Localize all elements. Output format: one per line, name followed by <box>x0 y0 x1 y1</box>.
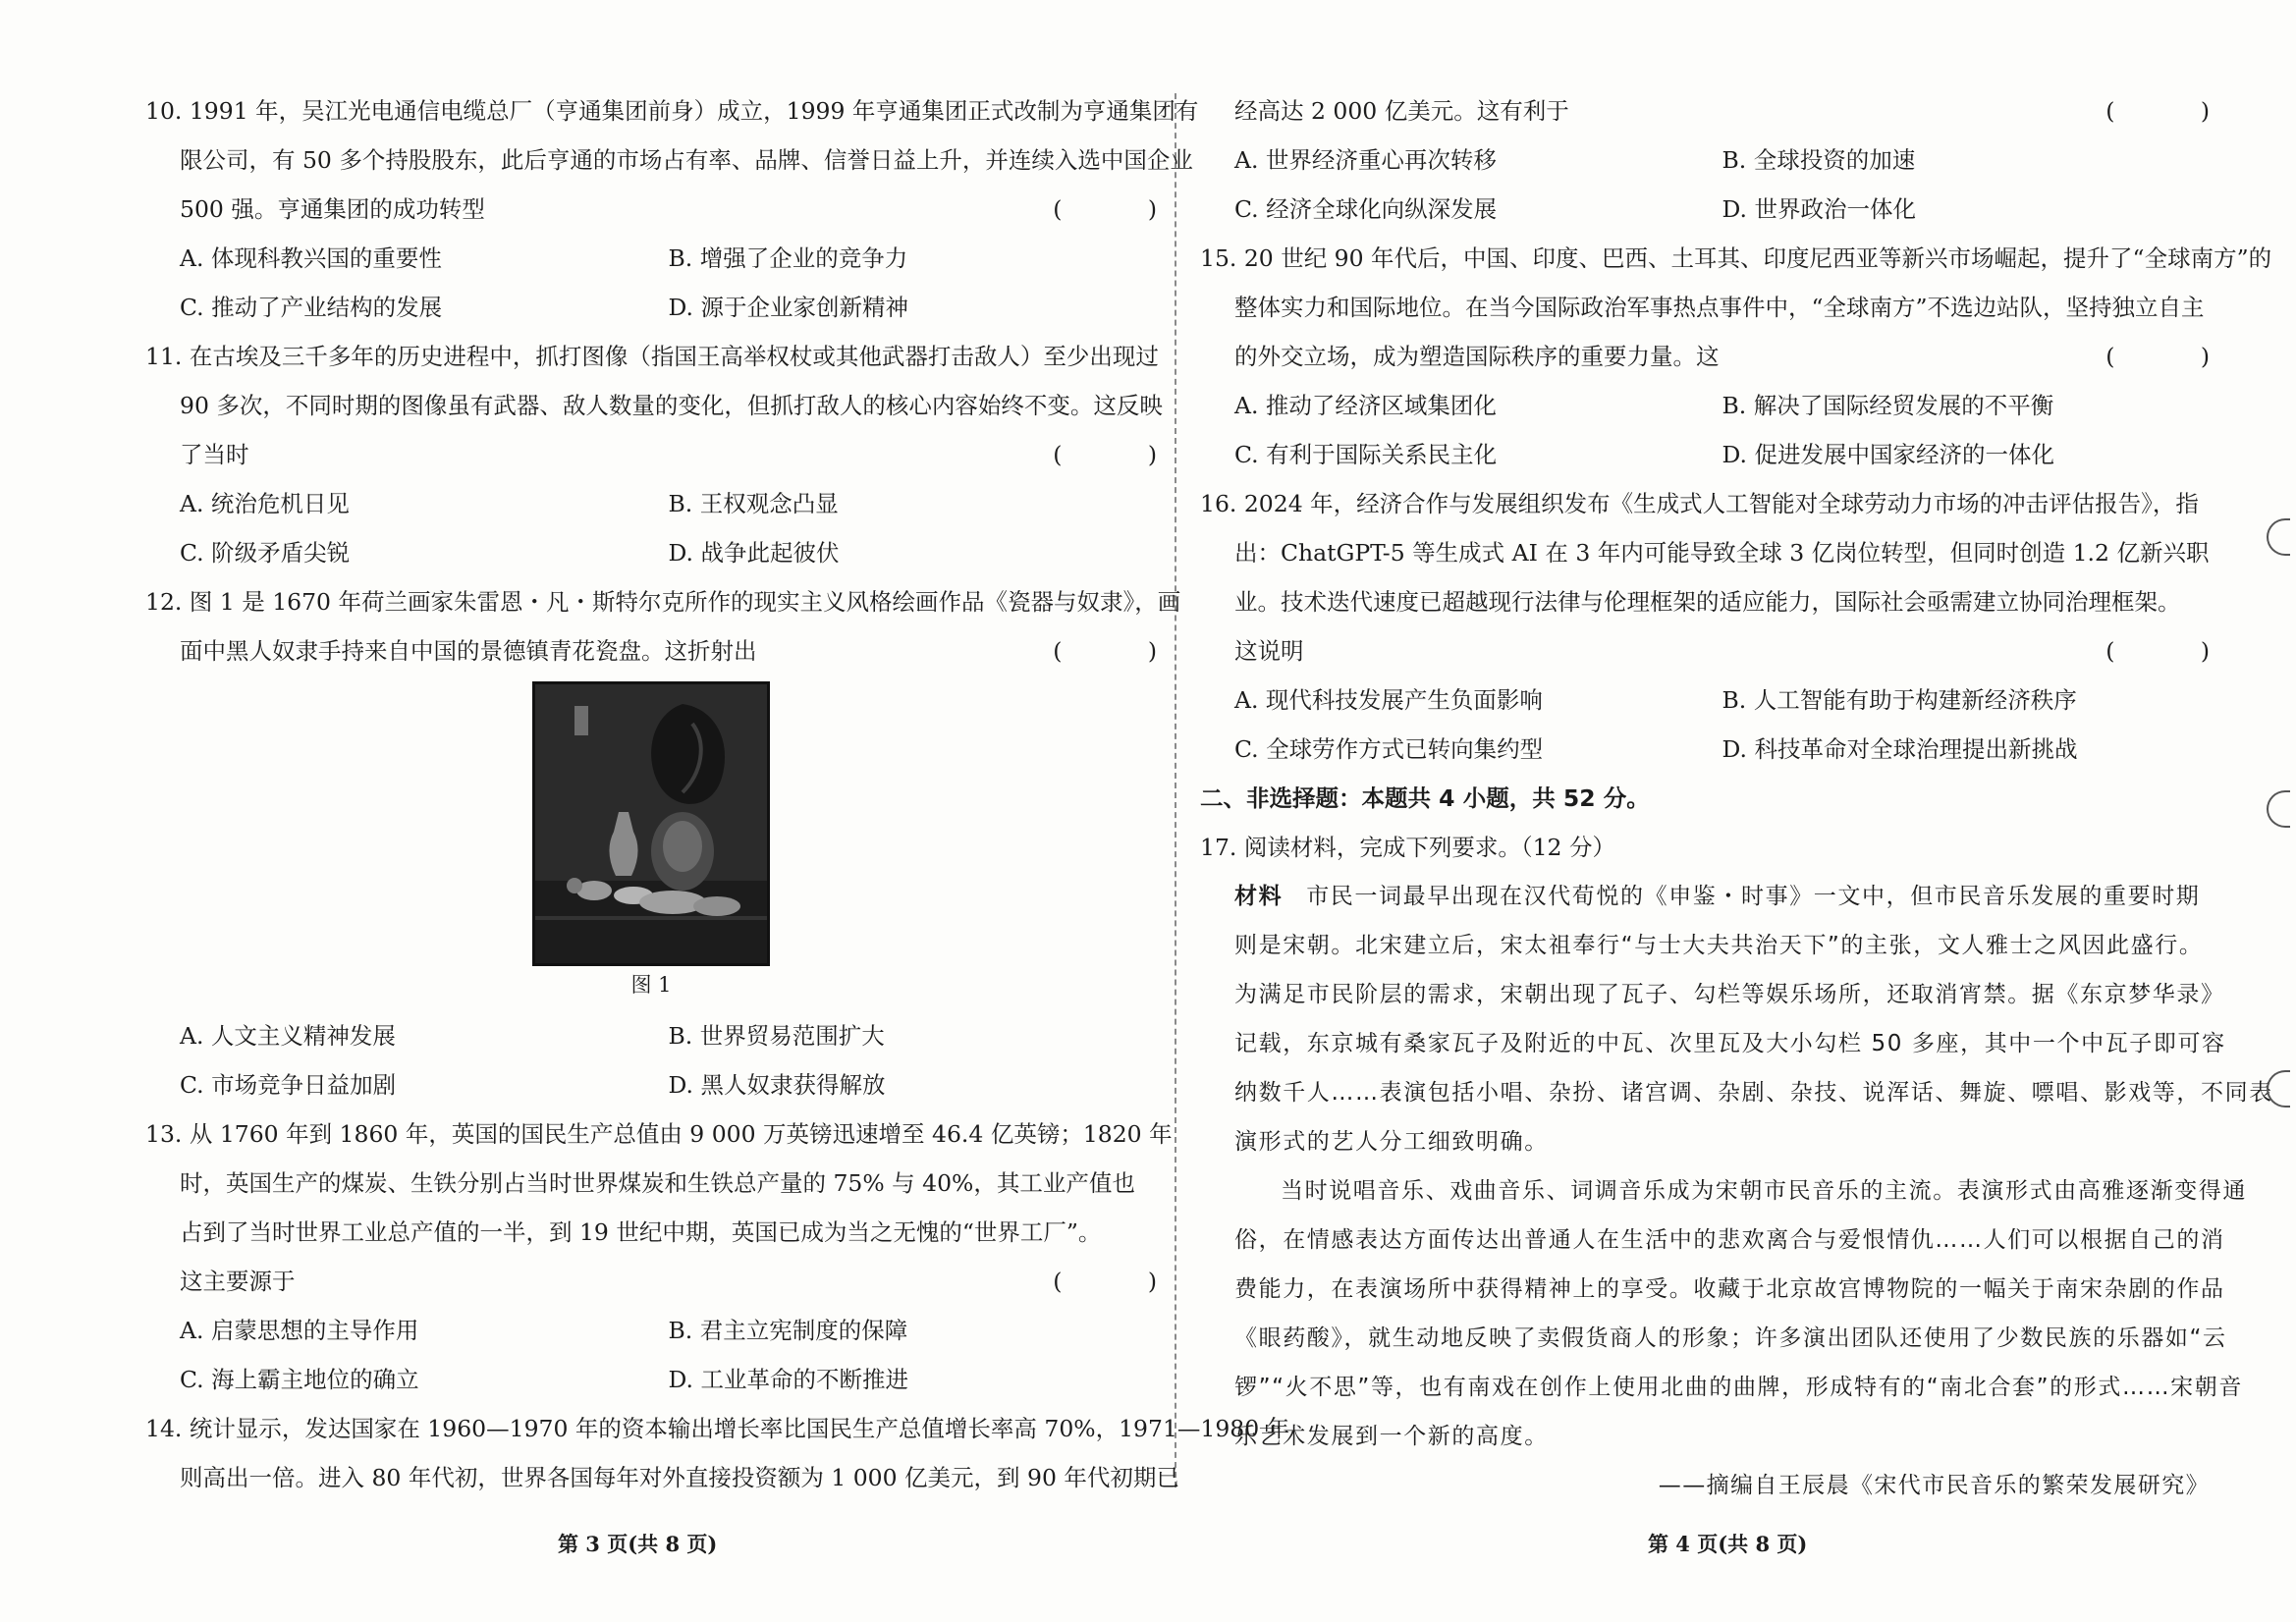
question-text: 经高达 2 000 亿美元。这有利于 ( ) <box>1200 86 2210 135</box>
question-17 <box>1200 823 2273 1510</box>
option-b: B. 世界贸易范围扩大 <box>668 1022 885 1050</box>
page-number-left: 第 3 页(共 8 页) <box>558 1532 718 1556</box>
material-line: 《眼药酸》，就生动地反映了卖假货商人的形象；许多演出团队还使用了少数民族的乐器如“云 <box>1234 1325 2227 1351</box>
option-c: C. 推动了产业结构的发展 <box>180 294 443 321</box>
options-row <box>1200 135 2210 185</box>
option-b: B. 增强了企业的竞争力 <box>668 244 908 272</box>
question-10 <box>145 86 1199 332</box>
answer-paren: ( ) <box>1053 1268 1196 1295</box>
question-text: 时，英国生产的煤炭、生铁分别占当时世界煤炭和生铁总产量的 75% 与 40%，其工业产值也 <box>180 1169 1135 1197</box>
page-number-right: 第 4 页(共 8 页) <box>1648 1532 1808 1556</box>
material-line: 俗，在情感表达方面传达出普通人在生活中的悲欢离合与爱恨情仇……人们可以根据自己的消 <box>1234 1227 2225 1253</box>
option-a: A. 人文主义精神发展 <box>180 1022 396 1050</box>
option-b: B. 全球投资的加速 <box>1722 146 1916 174</box>
question-text: 则高出一倍。进入 80 年代初，世界各国每年对外直接投资额为 1 000 亿美元，到 90 年代初期已 <box>180 1464 1179 1491</box>
option-c: C. 阶级矛盾尖锐 <box>180 539 351 567</box>
figure-caption: 图 1 <box>630 973 672 997</box>
option-a: A. 统治危机日见 <box>180 490 350 517</box>
question-12 <box>145 577 1196 1109</box>
question-text: 了当时 ( ) <box>145 430 1157 479</box>
question-text: 16. 2024 年，经济合作与发展组织发布《生成式人工智能对全球劳动力市场的冲击评估报告》，指 <box>1200 490 2199 517</box>
question-text: 整体实力和国际地位。在当今国际政治军事热点事件中，“全球南方”不选边站队，坚持独立自主 <box>1234 294 2205 321</box>
question-11 <box>145 332 1196 577</box>
option-b: B. 王权观念凸显 <box>668 490 839 517</box>
question-text: 11. 在古埃及三千多年的历史进程中，抓打图像（指国王高举权杖或其他武器打击敌人）至少出现过 <box>145 343 1159 370</box>
answer-paren: ( ) <box>2105 97 2249 125</box>
question-text: 的外交立场，成为塑造国际秩序的重要力量。这 ( ) <box>1200 332 2210 381</box>
material-line: 费能力，在表演场所中获得精神上的享受。收藏于北京故宫博物院的一幅关于南宋杂剧的作品 <box>1234 1276 2225 1302</box>
options-row <box>145 528 1157 577</box>
options-row <box>1200 381 2210 430</box>
option-d: D. 世界政治一体化 <box>1722 195 1916 223</box>
answer-paren: ( ) <box>2105 343 2249 370</box>
option-d: D. 科技革命对全球治理提出新挑战 <box>1722 735 2078 763</box>
question-text: 业。技术迭代速度已超越现行法律与伦理框架的适应能力，国际社会亟需建立协同治理框架。 <box>1234 588 2181 616</box>
answer-paren: ( ) <box>1053 441 1196 468</box>
question-text: 这说明 ( ) <box>1200 626 2210 676</box>
options-row <box>1200 185 2210 234</box>
option-a: A. 推动了经济区域集团化 <box>1234 392 1497 419</box>
right-column <box>1200 86 2273 1510</box>
still-life-painting-image <box>532 681 770 966</box>
question-text: 面中黑人奴隶手持来自中国的景德镇青花瓷盘。这折射出 ( ) <box>145 626 1157 676</box>
material-line: 则是宋朝。北宋建立后，宋太祖奉行“与士大夫共治天下”的主张，文人雅士之风因此盛行。 <box>1234 933 2204 958</box>
material-line: 材料 市民一词最早出现在汉代荀悦的《申鉴・时事》一文中，但市民音乐发展的重要时期 <box>1234 884 2201 909</box>
option-a: A. 现代科技发展产生负面影响 <box>1234 686 1543 714</box>
section-heading: 二、非选择题：本题共 4 小题，共 52 分。 <box>1200 784 1650 812</box>
material-line: 为满足市民阶层的需求，宋朝出现了瓦子、勾栏等娱乐场所，还取消宵禁。据《东京梦华录》 <box>1234 982 2225 1007</box>
options-row <box>1200 725 2210 774</box>
material-line: 纳数千人……表演包括小唱、杂扮、诸宫调、杂剧、杂技、说浑话、舞旋、嘌唱、影戏等，不同表 <box>1234 1080 2273 1106</box>
option-c: C. 海上霸主地位的确立 <box>180 1366 419 1393</box>
option-d: D. 工业革命的不断推进 <box>668 1366 908 1393</box>
material-line: 当时说唱音乐、戏曲音乐、词调音乐成为宋朝市民音乐的主流。表演形式由高雅逐渐变得通 <box>1281 1178 2247 1204</box>
option-d: D. 源于企业家创新精神 <box>668 294 908 321</box>
option-c: C. 有利于国际关系民主化 <box>1234 441 1498 468</box>
binding-hole-mark <box>2267 518 2290 556</box>
answer-paren: ( ) <box>2105 637 2249 665</box>
question-text: 500 强。亨通集团的成功转型 ( ) <box>145 185 1157 234</box>
option-d: D. 战争此起彼伏 <box>668 539 840 567</box>
material-label: 材料 <box>1234 884 1284 909</box>
option-c: C. 全球劳作方式已转向集约型 <box>1234 735 1544 763</box>
option-a: A. 启蒙思想的主导作用 <box>180 1317 419 1344</box>
options-row <box>1200 676 2210 725</box>
option-b: B. 解决了国际经贸发展的不平衡 <box>1722 392 2054 419</box>
material-line: 记载，东京城有桑家瓦子及附近的中瓦、次里瓦及大小勾栏 50 多座，其中一个中瓦子即可容 <box>1234 1031 2226 1056</box>
question-text: 15. 20 世纪 90 年代后，中国、印度、巴西、土耳其、印度尼西亚等新兴市场崛起，提升了“全球南方”的 <box>1200 244 2272 272</box>
option-a: A. 世界经济重心再次转移 <box>1234 146 1497 174</box>
question-text: 限公司，有 50 多个持股股东，此后亨通的市场占有率、品牌、信誉日益上升，并连续入选中国企业 <box>180 146 1193 174</box>
question-text: 90 多次，不同时期的图像虽有武器、敌人数量的变化，但抓打敌人的核心内容始终不变。这反映 <box>180 392 1163 419</box>
question-text: 占到了当时世界工业总产值的一半，到 19 世纪中期，英国已成为当之无愧的“世界工厂”。 <box>180 1218 1102 1246</box>
question-text: 12. 图 1 是 1670 年荷兰画家朱雷恩・凡・斯特尔克所作的现实主义风格绘画作品《瓷器与奴隶》，画 <box>145 588 1181 616</box>
question-text: 14. 统计显示，发达国家在 1960—1970 年的资本输出增长率比国民生产总值增长率高 70%，1971—1980 年 <box>145 1415 1290 1442</box>
option-d: D. 促进发展中国家经济的一体化 <box>1722 441 2054 468</box>
option-a: A. 体现科教兴国的重要性 <box>180 244 442 272</box>
options-row <box>145 1060 1157 1109</box>
question-14 <box>145 1404 1290 1502</box>
material-line: 乐艺术发展到一个新的高度。 <box>1234 1424 1549 1449</box>
option-b: B. 君主立宪制度的保障 <box>668 1317 908 1344</box>
options-row <box>145 234 1157 283</box>
option-d: D. 黑人奴隶获得解放 <box>668 1071 886 1099</box>
question-15 <box>1200 234 2272 479</box>
options-row <box>145 283 1157 332</box>
question-13 <box>145 1109 1196 1404</box>
option-c: C. 经济全球化向纵深发展 <box>1234 195 1498 223</box>
question-14-continued <box>1200 86 2249 234</box>
option-c: C. 市场竞争日益加剧 <box>180 1071 397 1099</box>
answer-paren: ( ) <box>1053 637 1196 665</box>
option-b: B. 人工智能有助于构建新经济秩序 <box>1722 686 2077 714</box>
answer-paren: ( ) <box>1053 195 1196 223</box>
material-source: ——摘编自王辰晨《宋代市民音乐的繁荣发展研究》 <box>1658 1473 2210 1498</box>
binding-hole-mark <box>2267 790 2290 828</box>
material-line: 锣”“火不思”等，也有南戏在创作上使用北曲的曲牌，形成特有的“南北合套”的形式……宋朝音 <box>1234 1375 2243 1400</box>
figure-1 <box>145 676 1157 970</box>
options-row <box>145 1306 1157 1355</box>
question-16 <box>1200 479 2249 774</box>
options-row <box>145 1011 1157 1060</box>
question-text: 这主要源于 ( ) <box>145 1257 1157 1306</box>
question-title: 17. 阅读材料，完成下列要求。（12 分） <box>1200 834 1615 861</box>
material-line: 演形式的艺人分工细致明确。 <box>1234 1129 1549 1155</box>
question-text: 出：ChatGPT-5 等生成式 AI 在 3 年内可能导致全球 3 亿岗位转型，但同时创造 1.2 亿新兴职 <box>1234 539 2210 567</box>
question-text: 10. 1991 年，吴江光电通信电缆总厂（亨通集团前身）成立，1999 年亨通集团正式改制为亨通集团有 <box>145 97 1199 125</box>
options-row <box>145 1355 1157 1404</box>
question-text: 13. 从 1760 年到 1860 年，英国的国民生产总值由 9 000 万英镑迅速增至 46.4 亿英镑；1820 年 <box>145 1120 1173 1148</box>
options-row <box>145 479 1157 528</box>
options-row <box>1200 430 2210 479</box>
